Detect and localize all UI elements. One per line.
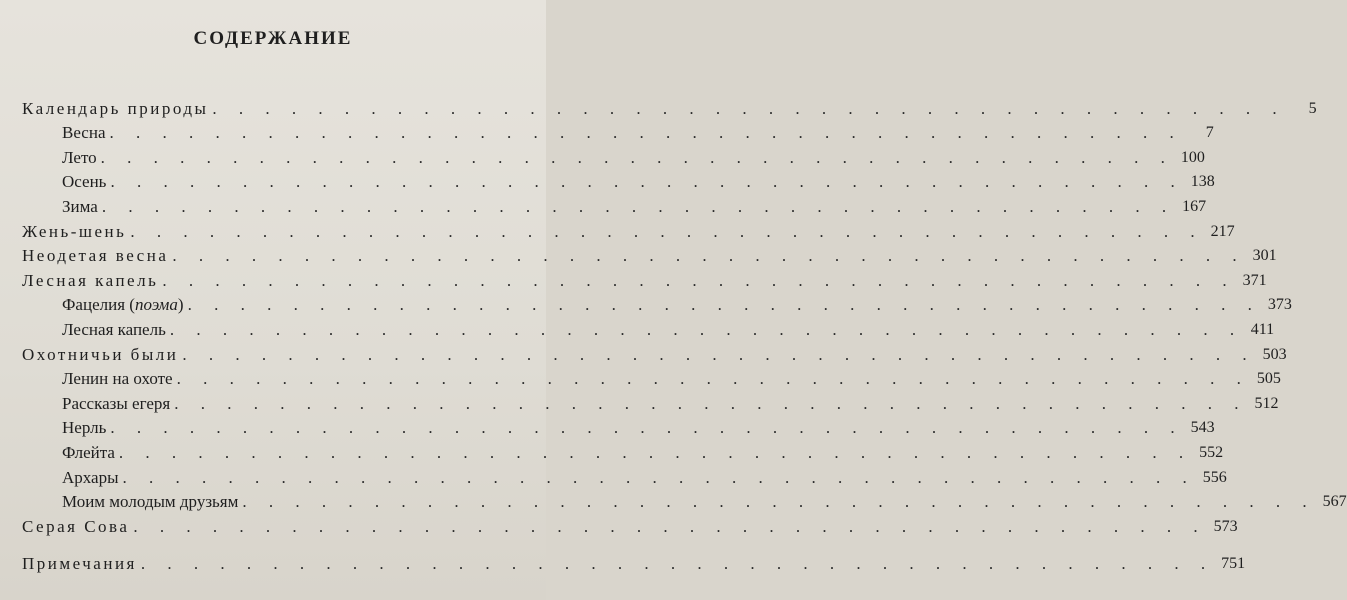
dot-leader: . . . . . . . . . . . . . . . . . . . . . . . . . . . . . . . . . . . . . . . . . bbox=[109, 123, 1183, 143]
toc-page-number: 301 bbox=[1252, 247, 1277, 265]
toc-page-number: 512 bbox=[1254, 394, 1279, 412]
toc-entry bbox=[22, 96, 1317, 121]
dot-leader: . . . . . . . . . . . . . . . . . . . . . . . . . . . . . . . . . . . . . . . . . bbox=[130, 221, 1204, 241]
toc-entry bbox=[22, 391, 1279, 416]
toc-page-number: 217 bbox=[1210, 222, 1235, 240]
toc-entry-title: Жень-шень bbox=[22, 221, 127, 241]
toc-entry bbox=[22, 194, 1207, 219]
toc-entry-title-start: Фацелия ( bbox=[62, 295, 135, 315]
toc-page-number: 5 bbox=[1308, 99, 1317, 117]
toc-page-number: 100 bbox=[1180, 148, 1205, 166]
dot-leader: . . . . . . . . . . . . . . . . . . . . . . . . . . . . . . . . . . . . . . . . . bbox=[110, 418, 1184, 438]
toc-entry-title: Рассказы егеря bbox=[62, 393, 171, 413]
toc-entry bbox=[22, 552, 1246, 577]
toc-entry-title: Неодетая весна bbox=[22, 246, 169, 266]
toc-entry bbox=[22, 490, 1347, 515]
dot-leader: . . . . . . . . . . . . . . . . . . . . . . . . . . . . . . . . . . . . . . . . . bbox=[174, 393, 1248, 413]
dot-leader: . . . . . . . . . . . . . . . . . . . . . . . . . . . . . . . . . . . . . . . . . bbox=[242, 492, 1316, 512]
toc-page-number: 556 bbox=[1202, 468, 1227, 486]
dot-leader: . . . . . . . . . . . . . . . . . . . . . . . . . . . . . . . . . . . . . . . . . bbox=[110, 172, 1184, 192]
dot-leader: . . . . . . . . . . . . . . . . . . . . . . . . . . . . . . . . . . . . . . . . . bbox=[101, 196, 1176, 216]
toc-entry bbox=[22, 514, 1238, 539]
toc-entry-title: Нерль bbox=[62, 418, 107, 438]
toc-entry bbox=[22, 367, 1281, 392]
toc-entry bbox=[22, 416, 1215, 441]
toc-entry-title: Архары bbox=[62, 467, 119, 487]
dot-leader: . . . . . . . . . . . . . . . . . . . . . . . . . . . . . . . . . . . . . . . . . bbox=[140, 554, 1215, 574]
toc-entry bbox=[22, 121, 1214, 146]
toc-page-number: 138 bbox=[1190, 173, 1215, 191]
toc-page-number: 503 bbox=[1262, 345, 1287, 363]
dot-leader: . . . . . . . . . . . . . . . . . . . . . . . . . . . . . . . . . . . . . . . . . bbox=[172, 246, 1246, 266]
toc-page-number: 167 bbox=[1182, 197, 1207, 215]
toc-entry bbox=[22, 465, 1227, 490]
dot-leader: . . . . . . . . . . . . . . . . . . . . . . . . . . . . . . . . . . . . . . . . . bbox=[169, 319, 1244, 339]
toc-entry-title: Весна bbox=[62, 123, 106, 143]
toc-page-number: 7 bbox=[1205, 124, 1214, 142]
toc-entry-title: Примечания bbox=[22, 554, 137, 574]
toc-entry bbox=[22, 268, 1267, 293]
toc-page-number: 567 bbox=[1322, 493, 1347, 511]
dot-leader: . . . . . . . . . . . . . . . . . . . . . . . . . . . . . . . . . . . . . . . . . bbox=[182, 344, 1256, 364]
toc-entry-title: Лето bbox=[62, 147, 97, 167]
toc-page-number: 505 bbox=[1256, 370, 1281, 388]
toc-entry-title: Зима bbox=[62, 196, 98, 216]
toc-entry bbox=[22, 170, 1215, 195]
toc-entry bbox=[22, 440, 1224, 465]
toc-page-number: 373 bbox=[1267, 296, 1292, 314]
toc-page-number: 371 bbox=[1242, 271, 1267, 289]
dot-leader: . . . . . . . . . . . . . . . . . . . . . . . . . . . . . . . . . . . . . . . . . bbox=[100, 147, 1174, 167]
dot-leader: . . . . . . . . . . . . . . . . . . . . . . . . . . . . . . . . . . . . . . . . . bbox=[212, 98, 1286, 118]
toc-entry bbox=[22, 342, 1287, 367]
toc-entry bbox=[22, 145, 1205, 170]
toc-entry-title: Календарь природы bbox=[22, 98, 209, 118]
dot-leader: . . . . . . . . . . . . . . . . . . . . . . . . . . . . . . . . . . . . . . . . . bbox=[176, 369, 1250, 389]
table-of-contents bbox=[22, 96, 1347, 576]
dot-leader: . . . . . . . . . . . . . . . . . . . . . . . . . . . . . . . . . . . . . . . . . bbox=[133, 516, 1207, 536]
dot-leader: . . . . . . . . . . . . . . . . . . . . . . . . . . . . . . . . . . . . . . . . . bbox=[187, 295, 1261, 315]
toc-page-number: 573 bbox=[1213, 517, 1238, 535]
page-title: СОДЕРЖАНИЕ bbox=[193, 28, 353, 49]
toc-entry-title: Охотничьи были bbox=[22, 344, 179, 364]
toc-entry-title: Лесная капель bbox=[22, 270, 159, 290]
dot-leader: . . . . . . . . . . . . . . . . . . . . . . . . . . . . . . . . . . . . . . . . . bbox=[122, 467, 1196, 487]
dot-leader: . . . . . . . . . . . . . . . . . . . . . . . . . . . . . . . . . . . . . . . . . bbox=[118, 442, 1193, 462]
toc-page-number: 411 bbox=[1250, 320, 1275, 338]
toc-entry-title: Ленин на охоте bbox=[62, 369, 173, 389]
dot-leader: . . . . . . . . . . . . . . . . . . . . . . . . . . . . . . . . . . . . . . . . . bbox=[162, 270, 1236, 290]
toc-entry-title: Осень bbox=[62, 172, 107, 192]
toc-entry bbox=[22, 244, 1277, 269]
toc-entry-title: Лесная капель bbox=[62, 319, 166, 339]
toc-entry bbox=[22, 293, 1292, 318]
toc-page-number: 751 bbox=[1221, 555, 1246, 573]
toc-entry-title: Моим молодым друзьям bbox=[62, 492, 239, 512]
toc-entry-genre: поэма bbox=[134, 295, 178, 315]
toc-entry-title: Серая Сова bbox=[22, 516, 130, 536]
toc-entry bbox=[22, 219, 1235, 244]
toc-page-number: 552 bbox=[1199, 443, 1224, 461]
toc-entry bbox=[22, 317, 1275, 342]
toc-entry-title bbox=[22, 293, 188, 317]
toc-page-number: 543 bbox=[1190, 419, 1215, 437]
toc-entry-title: Флейта bbox=[62, 442, 115, 462]
toc-entry-title-end: ) bbox=[177, 295, 184, 315]
